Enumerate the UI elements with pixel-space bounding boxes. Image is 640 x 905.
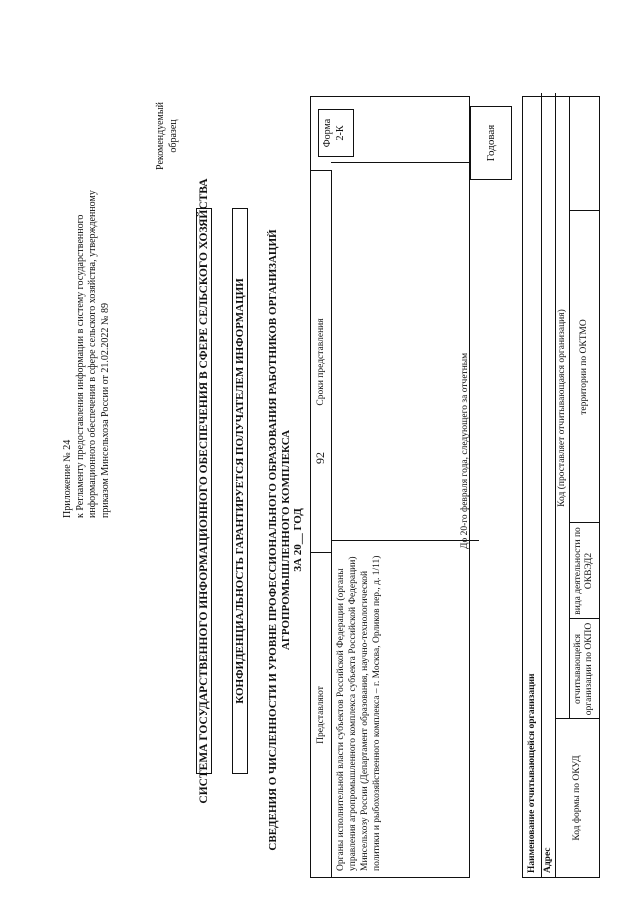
recommended-line: Рекомендуемый [155,102,166,170]
report-title-line: СВЕДЕНИЯ О ЧИСЛЕННОСТИ И УРОВНЕ ПРОФЕССИОНАЛЬНОГО ОБРАЗОВАНИЯ РАБОТНИКОВ ОРГАНИЗАЦИЙ [267,229,279,851]
okpo-code-label [569,618,599,719]
system-title: СИСТЕМА ГОСУДАРСТВЕННОГО ИНФОРМАЦИОННОГО ОБЕСПЕЧЕНИЯ В СФЕРЕ СЕЛЬСКОГО ХОЗЯЙСТВА [198,178,210,804]
appendix-line: информационного обеспечения в сфере сельского хозяйства, утвержденному [87,190,98,518]
terms-text: До 20-го февраля года, следующего за отчетным [460,352,470,549]
confidentiality-notice: КОНФИДЕНЦИАЛЬНОСТЬ ГАРАНТИРУЕТСЯ ПОЛУЧАТЕЛЕМ ИНФОРМАЦИИ [234,278,246,704]
code-group-text: Код (проставляет отчитывающаяся организация) [556,309,567,507]
report-title [267,210,305,870]
okved-code-label [569,522,599,619]
page-number: 92 [313,452,327,464]
period-type-box [470,106,512,180]
appendix-line: приказом Минсельхоза России от 21.02.2022 № 89 [99,303,111,518]
terms-header: Сроки представления [311,170,332,553]
form-number-box [318,109,354,157]
appendix-note [62,68,112,518]
period-type: Годовая [485,124,497,162]
terms-cell [331,162,471,553]
okpo-code-text: отчитывающейся организации по ОКПО [573,622,594,716]
oktmo-code-label [569,210,599,523]
form-cell [311,95,471,171]
okved-code-text: вида деятельности по ОКВЭД2 [573,527,594,615]
code-group-header [555,97,570,719]
recommended-line: образец [167,119,179,153]
appendix-line: Приложение № 24 [62,439,73,518]
blank-code-cell [569,97,599,211]
appendix-line: к Регламенту предоставления информации в систему государственного [74,214,86,518]
okud-code-text: Код формы по ОКУД [571,755,582,841]
system-title-box [196,178,212,804]
recommended-sample-note [155,86,180,186]
organization-codes-table [522,96,600,878]
form-number: 2-К [335,125,346,141]
okud-code-label [555,718,599,877]
oktmo-code-text: территории по ОКТМО [578,319,589,415]
organization-name-label: Наименование отчитывающейся организации [523,93,542,877]
confidentiality-box [232,208,248,774]
organization-address-label: Адрес [541,93,556,877]
submitters-cell: Органы исполнительной власти субъектов Российской Федерации (органы управления агропромышленного комплекса субъекта Российской Федерации) Минсельхозу России (Департамент образования, научно-технологической политики и рыбохозяйственного комплекса – г. Москва, Орликов пер., д. 1/11) [331,540,479,877]
form-sheet [60,81,600,886]
form-label: Форма [322,118,333,148]
submission-table [310,96,470,878]
submitters-header: Представляют [311,552,332,877]
report-title-line: АГРОПРОМЫШЛЕННОГО КОМПЛЕКСА [279,429,292,651]
report-title-line: ЗА 20__ ГОД [292,508,304,572]
